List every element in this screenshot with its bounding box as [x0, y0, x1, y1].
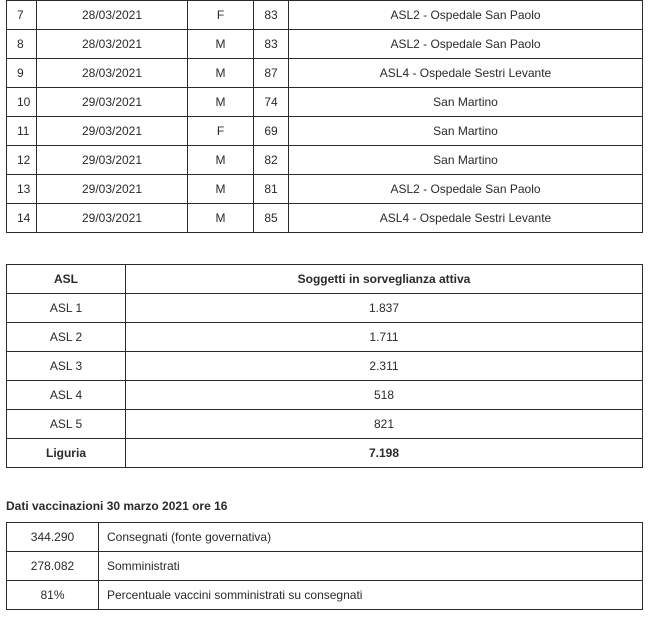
asl-name: ASL 4 — [7, 381, 126, 410]
asl-name: ASL 5 — [7, 410, 126, 439]
case-date: 29/03/2021 — [37, 146, 188, 175]
table-row — [7, 117, 643, 146]
case-date: 29/03/2021 — [37, 88, 188, 117]
asl-subjects: 518 — [126, 381, 643, 410]
surveillance-table — [6, 264, 643, 468]
case-sex: M — [188, 175, 254, 204]
case-sex: F — [188, 117, 254, 146]
case-number: 14 — [7, 204, 37, 233]
case-age: 83 — [254, 1, 289, 30]
case-number: 12 — [7, 146, 37, 175]
case-number: 7 — [7, 1, 37, 30]
case-sex: F — [188, 1, 254, 30]
case-number: 8 — [7, 30, 37, 59]
table-row — [7, 30, 643, 59]
total-row — [7, 439, 643, 468]
case-age: 83 — [254, 30, 289, 59]
case-place: ASL2 - Ospedale San Paolo — [289, 1, 643, 30]
case-sex: M — [188, 88, 254, 117]
total-label: Liguria — [7, 439, 126, 468]
asl-name: ASL 3 — [7, 352, 126, 381]
table-row — [7, 204, 643, 233]
case-place: San Martino — [289, 88, 643, 117]
header-subjects: Soggetti in sorveglianza attiva — [126, 265, 643, 294]
case-number: 10 — [7, 88, 37, 117]
case-age: 85 — [254, 204, 289, 233]
case-place: San Martino — [289, 117, 643, 146]
table-row — [7, 381, 643, 410]
case-age: 87 — [254, 59, 289, 88]
asl-subjects: 2.311 — [126, 352, 643, 381]
case-age: 81 — [254, 175, 289, 204]
case-sex: M — [188, 30, 254, 59]
case-sex: M — [188, 59, 254, 88]
table-row — [7, 523, 643, 552]
case-date: 28/03/2021 — [37, 1, 188, 30]
case-date: 28/03/2021 — [37, 59, 188, 88]
case-sex: M — [188, 146, 254, 175]
case-place: San Martino — [289, 146, 643, 175]
asl-name: ASL 2 — [7, 323, 126, 352]
case-date: 29/03/2021 — [37, 204, 188, 233]
table-row — [7, 1, 643, 30]
table-row — [7, 552, 643, 581]
vaccination-value: 344.290 — [7, 523, 99, 552]
vaccinations-heading: Dati vaccinazioni 30 marzo 2021 ore 16 — [6, 499, 228, 513]
asl-subjects: 1.837 — [126, 294, 643, 323]
vaccination-label: Consegnati (fonte governativa) — [99, 523, 643, 552]
table-row — [7, 352, 643, 381]
case-age: 82 — [254, 146, 289, 175]
case-place: ASL4 - Ospedale Sestri Levante — [289, 59, 643, 88]
case-number: 13 — [7, 175, 37, 204]
surveillance-header-row — [7, 265, 643, 294]
vaccination-label: Percentuale vaccini somministrati su consegnati — [99, 581, 643, 610]
case-number: 9 — [7, 59, 37, 88]
table-row — [7, 175, 643, 204]
table-row — [7, 323, 643, 352]
case-place: ASL2 - Ospedale San Paolo — [289, 175, 643, 204]
cases-table — [6, 0, 643, 233]
case-sex: M — [188, 204, 254, 233]
vaccination-value: 81% — [7, 581, 99, 610]
asl-subjects: 1.711 — [126, 323, 643, 352]
table-row — [7, 410, 643, 439]
case-place: ASL2 - Ospedale San Paolo — [289, 30, 643, 59]
case-place: ASL4 - Ospedale Sestri Levante — [289, 204, 643, 233]
asl-name: ASL 1 — [7, 294, 126, 323]
total-value: 7.198 — [126, 439, 643, 468]
case-date: 28/03/2021 — [37, 30, 188, 59]
case-age: 69 — [254, 117, 289, 146]
table-row — [7, 294, 643, 323]
table-row — [7, 59, 643, 88]
table-row — [7, 581, 643, 610]
header-asl: ASL — [7, 265, 126, 294]
vaccination-label: Somministrati — [99, 552, 643, 581]
case-number: 11 — [7, 117, 37, 146]
vaccinations-table — [6, 522, 643, 610]
case-age: 74 — [254, 88, 289, 117]
case-date: 29/03/2021 — [37, 175, 188, 204]
table-row — [7, 146, 643, 175]
case-date: 29/03/2021 — [37, 117, 188, 146]
table-row — [7, 88, 643, 117]
vaccination-value: 278.082 — [7, 552, 99, 581]
asl-subjects: 821 — [126, 410, 643, 439]
